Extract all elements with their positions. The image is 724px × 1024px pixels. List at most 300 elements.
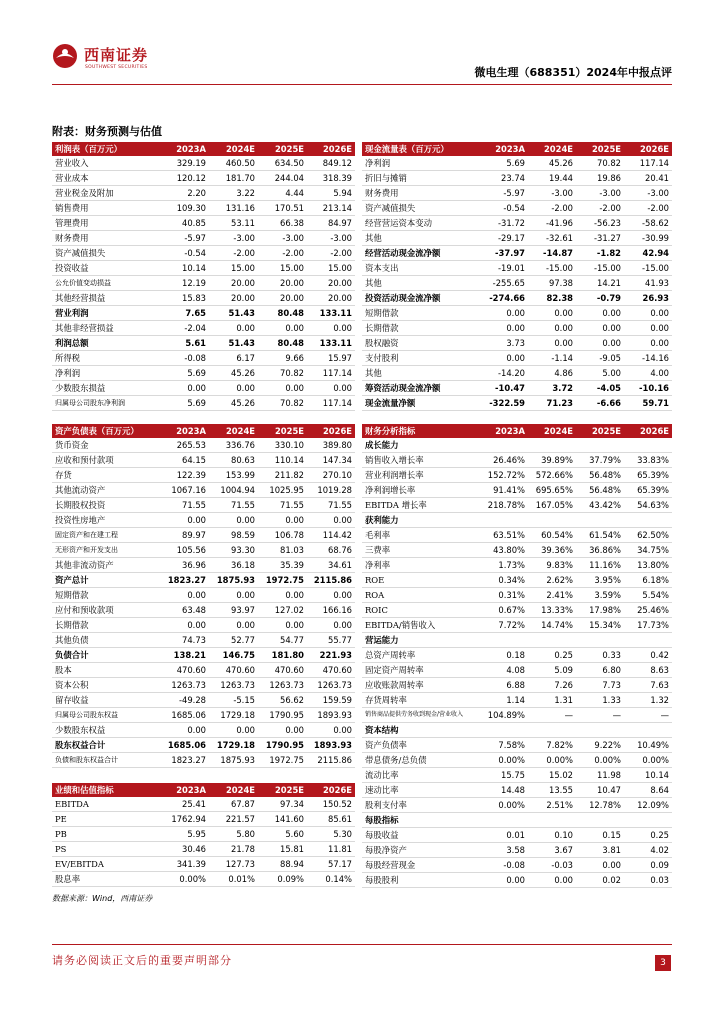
cell-value: 0.00 — [480, 873, 528, 888]
cell-value — [576, 813, 624, 828]
cell-value — [576, 633, 624, 648]
cell-value: 21.78 — [209, 842, 258, 857]
cell-value: 0.25 — [528, 648, 576, 663]
cell-value: 3.73 — [480, 336, 528, 351]
cell-value: 318.39 — [307, 171, 355, 186]
row-label: 长期借款 — [52, 618, 160, 633]
table-row — [362, 171, 672, 186]
row-label: 货币资金 — [52, 438, 160, 453]
balance-sheet-table — [52, 424, 355, 768]
row-label: 其他 — [362, 276, 480, 291]
cell-value: 56.48% — [576, 483, 624, 498]
cell-value: -0.54 — [160, 246, 209, 261]
table-title: 业绩和估值指标 — [52, 783, 160, 797]
cell-value: -3.00 — [258, 231, 307, 246]
cell-value: -15.00 — [576, 261, 624, 276]
table-row — [362, 633, 672, 648]
cell-value: 80.48 — [258, 336, 307, 351]
cell-value: 0.00 — [307, 723, 355, 738]
row-label: 总资产周转率 — [362, 648, 480, 663]
cell-value: -2.00 — [528, 201, 576, 216]
table-row — [52, 216, 355, 231]
cell-value: 1.33 — [576, 693, 624, 708]
cell-value: 0.00 — [209, 588, 258, 603]
row-label: PE — [52, 812, 160, 827]
table-row — [52, 513, 355, 528]
row-label: 投资收益 — [52, 261, 160, 276]
table-row — [52, 171, 355, 186]
row-label: 经营营运资本变动 — [362, 216, 480, 231]
cell-value: 0.14% — [307, 872, 355, 887]
row-label: ROIC — [362, 603, 480, 618]
cell-value: -0.79 — [576, 291, 624, 306]
cell-value — [624, 438, 672, 453]
cell-value: -32.61 — [528, 231, 576, 246]
column-header: 2023A — [160, 424, 209, 438]
cell-value: 13.55 — [528, 783, 576, 798]
cell-value: 7.72% — [480, 618, 528, 633]
cell-value: -37.97 — [480, 246, 528, 261]
table-row — [362, 738, 672, 753]
cell-value: 36.18 — [209, 558, 258, 573]
cell-value: 1.32 — [624, 693, 672, 708]
table-row — [52, 483, 355, 498]
row-label: 其他经营损益 — [52, 291, 160, 306]
cell-value: 12.78% — [576, 798, 624, 813]
cell-value: 1.73% — [480, 558, 528, 573]
row-label: 营业利润 — [52, 306, 160, 321]
cell-value: 147.34 — [307, 453, 355, 468]
cell-value: 152.72% — [480, 468, 528, 483]
cell-value: -49.28 — [160, 693, 209, 708]
cell-value: 0.67% — [480, 603, 528, 618]
cell-value: 1685.06 — [160, 708, 209, 723]
row-label: 现金流量净额 — [362, 396, 480, 411]
cell-value: 0.00 — [258, 618, 307, 633]
cell-value: -15.00 — [624, 261, 672, 276]
cell-value: 15.83 — [160, 291, 209, 306]
cell-value: 0.00% — [480, 753, 528, 768]
cell-value: 470.60 — [258, 663, 307, 678]
cell-value: 1263.73 — [209, 678, 258, 693]
cell-value: 270.10 — [307, 468, 355, 483]
row-label: 投资性房地产 — [52, 513, 160, 528]
row-label: 长期股权投资 — [52, 498, 160, 513]
cell-value: 15.00 — [307, 261, 355, 276]
cell-value — [480, 633, 528, 648]
row-label: ROE — [362, 573, 480, 588]
cell-value: 40.85 — [160, 216, 209, 231]
column-header: 2026E — [307, 142, 355, 156]
cell-value: 0.25 — [624, 828, 672, 843]
table-row — [362, 276, 672, 291]
cell-value: 0.00 — [624, 336, 672, 351]
cell-value: -2.00 — [624, 201, 672, 216]
row-label: 存货 — [52, 468, 160, 483]
table-row — [362, 813, 672, 828]
row-label: 折旧与摊销 — [362, 171, 480, 186]
cell-value: 0.01 — [480, 828, 528, 843]
cell-value: 572.66% — [528, 468, 576, 483]
column-header: 2025E — [258, 783, 307, 797]
cell-value: 138.21 — [160, 648, 209, 663]
row-label: 营业税金及附加 — [52, 186, 160, 201]
table-row — [362, 603, 672, 618]
cell-value: 39.36% — [528, 543, 576, 558]
cell-value: 42.94 — [624, 246, 672, 261]
cell-value: 6.80 — [576, 663, 624, 678]
table-row — [362, 678, 672, 693]
cell-value: 61.54% — [576, 528, 624, 543]
cell-value: 70.82 — [258, 396, 307, 411]
row-label: 股权融资 — [362, 336, 480, 351]
row-label: 资产总计 — [52, 573, 160, 588]
table-row — [362, 618, 672, 633]
cell-value: 5.69 — [160, 396, 209, 411]
cell-value: 213.14 — [307, 201, 355, 216]
cell-value: 5.69 — [480, 156, 528, 171]
cell-value: 89.97 — [160, 528, 209, 543]
table-row — [362, 573, 672, 588]
cell-value: 117.14 — [307, 396, 355, 411]
cell-value: -322.59 — [480, 396, 528, 411]
cell-value: 71.55 — [258, 498, 307, 513]
cell-value: -255.65 — [480, 276, 528, 291]
cell-value: 0.00 — [258, 513, 307, 528]
table-row — [52, 276, 355, 291]
cell-value: 4.00 — [624, 366, 672, 381]
cell-value: 127.02 — [258, 603, 307, 618]
cell-value: 221.93 — [307, 648, 355, 663]
row-label: 股本 — [52, 663, 160, 678]
table-row — [362, 156, 672, 171]
cell-value: 43.80% — [480, 543, 528, 558]
cell-value: 3.22 — [209, 186, 258, 201]
table-row — [362, 201, 672, 216]
cell-value: 634.50 — [258, 156, 307, 171]
row-label: 股利支付率 — [362, 798, 480, 813]
row-label: 营运能力 — [362, 633, 480, 648]
row-label: 归属母公司股东权益 — [52, 708, 160, 723]
cell-value: 6.18% — [624, 573, 672, 588]
table-row — [52, 678, 355, 693]
cell-value: 2115.86 — [307, 573, 355, 588]
table-row — [362, 351, 672, 366]
row-label: 所得税 — [52, 351, 160, 366]
cell-value: 19.86 — [576, 171, 624, 186]
table-row — [52, 573, 355, 588]
row-label: 流动比率 — [362, 768, 480, 783]
row-label: 负债合计 — [52, 648, 160, 663]
table-row — [362, 336, 672, 351]
table-row — [362, 858, 672, 873]
cell-value — [528, 723, 576, 738]
cell-value: 0.10 — [528, 828, 576, 843]
column-header: 2023A — [480, 142, 528, 156]
cell-value: 20.00 — [307, 276, 355, 291]
table-row — [52, 528, 355, 543]
cell-value: 3.59% — [576, 588, 624, 603]
table-row — [362, 381, 672, 396]
cell-value: -0.54 — [480, 201, 528, 216]
cell-value: 330.10 — [258, 438, 307, 453]
cell-value: 11.16% — [576, 558, 624, 573]
cell-value: 71.23 — [528, 396, 576, 411]
cell-value: -3.00 — [624, 186, 672, 201]
cell-value: 0.02 — [576, 873, 624, 888]
cell-value: 20.00 — [307, 291, 355, 306]
cell-value: 105.56 — [160, 543, 209, 558]
cell-value: 9.66 — [258, 351, 307, 366]
row-label: 销售费用 — [52, 201, 160, 216]
column-header: 2024E — [528, 424, 576, 438]
cell-value: 153.99 — [209, 468, 258, 483]
table-row — [362, 513, 672, 528]
cell-value: 34.75% — [624, 543, 672, 558]
table-row — [52, 186, 355, 201]
cell-value: 97.34 — [258, 797, 307, 812]
cell-value: 93.30 — [209, 543, 258, 558]
cell-value: 25.41 — [160, 797, 209, 812]
cell-value: 12.09% — [624, 798, 672, 813]
cell-value: 127.73 — [209, 857, 258, 872]
cell-value — [480, 813, 528, 828]
cell-value: 10.14 — [160, 261, 209, 276]
cell-value: 0.00 — [307, 618, 355, 633]
cell-value: -56.23 — [576, 216, 624, 231]
page-header — [0, 0, 724, 88]
table-row — [362, 186, 672, 201]
cell-value: -5.15 — [209, 693, 258, 708]
cell-value: 10.49% — [624, 738, 672, 753]
cell-value: -10.16 — [624, 381, 672, 396]
table-row — [52, 827, 355, 842]
cell-value: 39.89% — [528, 453, 576, 468]
row-label: EBITDA 增长率 — [362, 498, 480, 513]
cell-value: 181.70 — [209, 171, 258, 186]
cell-value: 70.82 — [258, 366, 307, 381]
cell-value: 7.65 — [160, 306, 209, 321]
column-header: 2023A — [480, 424, 528, 438]
cell-value: 33.83% — [624, 453, 672, 468]
table-row — [52, 558, 355, 573]
cell-value: 41.93 — [624, 276, 672, 291]
cell-value: 70.82 — [576, 156, 624, 171]
cell-value: 0.00 — [528, 306, 576, 321]
cell-value: 2.62% — [528, 573, 576, 588]
column-header: 2024E — [528, 142, 576, 156]
table-row — [362, 723, 672, 738]
cell-value: 2.20 — [160, 186, 209, 201]
cell-value — [528, 438, 576, 453]
cell-value: 0.00 — [209, 381, 258, 396]
cell-value: 19.44 — [528, 171, 576, 186]
cell-value: -29.17 — [480, 231, 528, 246]
cell-value: 470.60 — [209, 663, 258, 678]
cell-value: 20.00 — [258, 291, 307, 306]
cell-value: -15.00 — [528, 261, 576, 276]
row-label: 股息率 — [52, 872, 160, 887]
cell-value: 341.39 — [160, 857, 209, 872]
row-label: 其他非经营损益 — [52, 321, 160, 336]
row-label: 其他负债 — [52, 633, 160, 648]
cell-value: 7.26 — [528, 678, 576, 693]
cell-value: 71.55 — [160, 498, 209, 513]
table-header-row — [52, 142, 355, 156]
row-label: 每股股利 — [362, 873, 480, 888]
table-row — [362, 768, 672, 783]
cell-value: 0.00 — [528, 321, 576, 336]
cell-value: — — [576, 708, 624, 723]
cell-value: -30.99 — [624, 231, 672, 246]
table-row — [52, 321, 355, 336]
cell-value: 0.31% — [480, 588, 528, 603]
cell-value: 20.00 — [209, 276, 258, 291]
financial-analysis-table — [362, 424, 672, 888]
cell-value — [576, 723, 624, 738]
column-header: 2023A — [160, 142, 209, 156]
cell-value: 85.61 — [307, 812, 355, 827]
table-row — [52, 468, 355, 483]
cell-value: 74.73 — [160, 633, 209, 648]
table-row — [362, 216, 672, 231]
cell-value — [528, 633, 576, 648]
table-row — [362, 291, 672, 306]
table-row — [362, 438, 672, 453]
table-row — [52, 812, 355, 827]
table-row — [362, 873, 672, 888]
cell-value: 1972.75 — [258, 753, 307, 768]
cell-value: 14.21 — [576, 276, 624, 291]
row-label: 应付和预收款项 — [52, 603, 160, 618]
cell-value — [624, 723, 672, 738]
cell-value: 329.19 — [160, 156, 209, 171]
cell-value: 1067.16 — [160, 483, 209, 498]
table-row — [362, 321, 672, 336]
row-label: 营业利润增长率 — [362, 468, 480, 483]
table-row — [362, 366, 672, 381]
appendix-title: 附表：财务预测与估值 — [52, 125, 162, 138]
row-label: 每股指标 — [362, 813, 480, 828]
row-label: 资产减值损失 — [362, 201, 480, 216]
cell-value: -3.00 — [528, 186, 576, 201]
row-label: 每股经营现金 — [362, 858, 480, 873]
cell-value: 1019.28 — [307, 483, 355, 498]
cell-value: 34.61 — [307, 558, 355, 573]
table-title: 现金流量表（百万元） — [362, 142, 480, 156]
row-label: EV/EBITDA — [52, 857, 160, 872]
cell-value: 7.73 — [576, 678, 624, 693]
row-label: 毛利率 — [362, 528, 480, 543]
column-header: 2026E — [624, 142, 672, 156]
cell-value: 56.48% — [576, 468, 624, 483]
cell-value: 0.00 — [209, 618, 258, 633]
table-row — [52, 453, 355, 468]
table-row — [362, 798, 672, 813]
valuation-metrics-table — [52, 783, 355, 887]
cell-value: 0.00% — [160, 872, 209, 887]
cell-value — [624, 633, 672, 648]
table-row — [362, 663, 672, 678]
row-label: 净利润 — [362, 156, 480, 171]
cell-value: 5.61 — [160, 336, 209, 351]
cell-value: 60.54% — [528, 528, 576, 543]
cell-value: 460.50 — [209, 156, 258, 171]
cell-value: 2115.86 — [307, 753, 355, 768]
row-label: 留存收益 — [52, 693, 160, 708]
cell-value: 5.00 — [576, 366, 624, 381]
cell-value: 12.19 — [160, 276, 209, 291]
cell-value: 104.89% — [480, 708, 528, 723]
row-label: 投资活动现金流净额 — [362, 291, 480, 306]
cell-value: 1823.27 — [160, 753, 209, 768]
cell-value: 0.00 — [160, 513, 209, 528]
cell-value: -5.97 — [160, 231, 209, 246]
cell-value: 181.80 — [258, 648, 307, 663]
column-header: 2026E — [307, 783, 355, 797]
row-label: 利润总额 — [52, 336, 160, 351]
table-row — [52, 708, 355, 723]
cell-value: 1.31 — [528, 693, 576, 708]
cell-value: 51.43 — [209, 306, 258, 321]
page-number: 3 — [655, 955, 671, 971]
cell-value: 80.48 — [258, 306, 307, 321]
logo-subtitle: SOUTHWEST SECURITIES — [85, 65, 148, 70]
cell-value: 63.51% — [480, 528, 528, 543]
cell-value: 0.00 — [258, 381, 307, 396]
row-label: 短期借款 — [52, 588, 160, 603]
row-label: 少数股东损益 — [52, 381, 160, 396]
row-label: 负债和股东权益合计 — [52, 753, 160, 768]
cell-value: 470.60 — [307, 663, 355, 678]
table-title: 财务分析指标 — [362, 424, 480, 438]
logo-text: 西南证券 — [84, 46, 149, 64]
cell-value — [528, 513, 576, 528]
cell-value: 0.00 — [528, 873, 576, 888]
cell-value: 45.26 — [528, 156, 576, 171]
table-row — [362, 396, 672, 411]
row-label: 资本公积 — [52, 678, 160, 693]
table-row — [52, 291, 355, 306]
table-row — [52, 366, 355, 381]
column-header: 2024E — [209, 142, 258, 156]
cell-value: 25.46% — [624, 603, 672, 618]
row-label: 支付股利 — [362, 351, 480, 366]
table-row — [362, 453, 672, 468]
cell-value: 20.00 — [258, 276, 307, 291]
cell-value: — — [624, 708, 672, 723]
cell-value: 1823.27 — [160, 573, 209, 588]
cell-value — [624, 513, 672, 528]
cell-value: 120.12 — [160, 171, 209, 186]
cell-value: 0.00 — [576, 321, 624, 336]
cell-value: 0.00 — [624, 321, 672, 336]
cell-value: 36.96 — [160, 558, 209, 573]
row-label: 其他流动资产 — [52, 483, 160, 498]
table-row — [362, 498, 672, 513]
row-label: 应收账款周转率 — [362, 678, 480, 693]
row-label: 销售商品提供劳务收到现金/营业收入 — [362, 708, 480, 723]
table-header-row — [52, 783, 355, 797]
table-row — [52, 351, 355, 366]
cell-value: 170.51 — [258, 201, 307, 216]
cell-value: -5.97 — [480, 186, 528, 201]
cell-value: 7.63 — [624, 678, 672, 693]
cell-value: 36.86% — [576, 543, 624, 558]
cell-value: 20.41 — [624, 171, 672, 186]
table-row — [52, 723, 355, 738]
cell-value: 63.48 — [160, 603, 209, 618]
